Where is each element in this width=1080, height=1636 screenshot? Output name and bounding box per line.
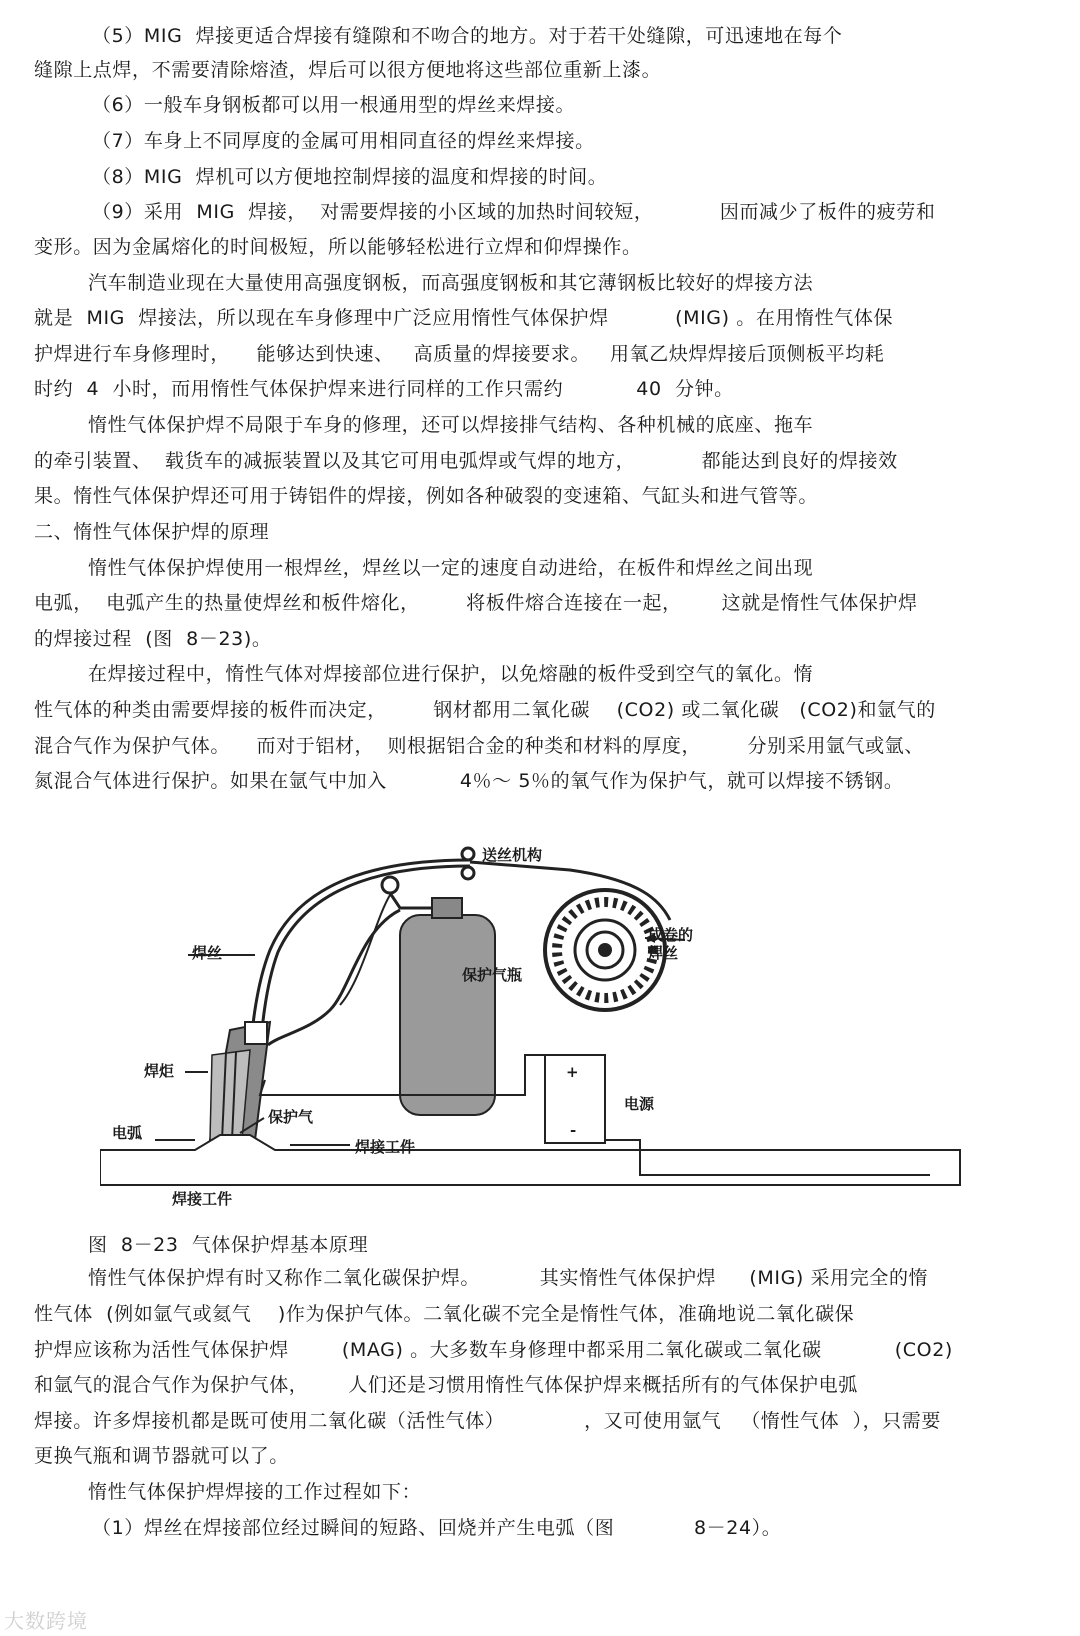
paragraph-line: 混合气作为保护气体。 而对于铝材， 则根据铝合金的种类和材料的厚度， 分别采用氩气或氩、: [34, 735, 924, 757]
paragraph-line: 时约 4 小时，而用惰性气体保护焊来进行同样的工作只需约 40 分钟。: [34, 378, 734, 400]
paragraph-line: 的焊接过程 (图 8－23)。: [34, 628, 272, 650]
paragraph-line: 焊接。许多焊接机都是既可使用二氧化碳（活性气体） ，又可使用氩气 （惰性气体 ），只需要: [34, 1410, 941, 1432]
gas-cylinder-icon: [382, 877, 495, 1115]
paragraph-line: 性气体 (例如氩气或氦气 )作为保护气体。二氧化碳不完全是惰性气体，准确地说二氧化碳保: [34, 1303, 855, 1325]
paragraph-line: 变形。因为金属熔化的时间极短，所以能够轻松进行立焊和仰焊操作。: [34, 236, 642, 258]
welding-diagram: [100, 840, 1020, 1260]
paragraph-line: 护焊应该称为活性气体保护焊 (MAG) 。大多数车身修理中都采用二氧化碳或二氧化碳 (CO2): [34, 1339, 953, 1361]
label-coiled-wire-2: 焊丝: [648, 944, 679, 962]
paragraph-line: 氮混合气体进行保护。如果在氩气中加入 4％～ 5％的氧气作为保护气，就可以焊接不锈钢。: [34, 770, 904, 792]
label-wire: 焊丝: [192, 944, 223, 962]
paragraph-line: 缝隙上点焊，不需要清除熔渣，焊后可以很方便地将这些部位重新上漆。: [34, 59, 662, 81]
label-wire-feeder: 送丝机构: [482, 846, 543, 864]
paragraph-line: 护焊进行车身修理时， 能够达到快速、 高质量的焊接要求。 用氧乙炔焊焊接后顶侧板平均耗: [34, 343, 885, 365]
paragraph-line: 在焊接过程中，惰性气体对焊接部位进行保护，以免熔融的板件受到空气的氧化。惰: [88, 663, 814, 685]
paragraph-line: 性气体的种类由需要焊接的板件而决定， 钢材都用二氧化碳 (CO2) 或二氧化碳 (CO2)和氩气的: [34, 699, 936, 721]
wire-spool-icon: [545, 890, 665, 1010]
label-power: 电源: [624, 1095, 655, 1113]
paragraph-line: 和氩气的混合气作为保护气体， 人们还是习惯用惰性气体保护焊来概括所有的气体保护电弧: [34, 1374, 858, 1396]
paragraph-line: 更换气瓶和调节器就可以了。: [34, 1445, 289, 1467]
welding-torch-icon: [210, 1022, 270, 1140]
paragraph-line: （7）车身上不同厚度的金属可用相同直径的焊丝来焊接。: [92, 130, 595, 152]
figure-caption: 图 8－23 气体保护焊基本原理: [88, 1234, 369, 1256]
watermark: 大数跨境: [4, 1609, 88, 1633]
label-workpiece-bottom: 焊接工件: [172, 1190, 233, 1208]
paragraph-line: 惰性气体保护焊使用一根焊丝，焊丝以一定的速度自动进给，在板件和焊丝之间出现: [88, 557, 814, 579]
label-gas-cylinder: 保护气瓶: [462, 966, 523, 984]
paragraph-line: 电弧， 电弧产生的热量使焊丝和板件熔化， 将板件熔合连接在一起， 这就是惰性气体保护焊: [34, 592, 918, 614]
paragraph-line: 惰性气体保护焊焊接的工作过程如下：: [88, 1481, 422, 1503]
paragraph-line: 果。惰性气体保护焊还可用于铸铝件的焊接，例如各种破裂的变速箱、气缸头和进气管等。: [34, 485, 819, 507]
paragraph-line: 惰性气体保护焊不局限于车身的修理，还可以焊接排气结构、各种机械的底座、拖车: [88, 414, 814, 436]
welding-principle-figure: [100, 840, 1020, 1260]
paragraph-line: （5）MIG 焊接更适合焊接有缝隙和不吻合的地方。对于若干处缝隙，可迅速地在每个: [92, 25, 843, 47]
paragraph-line: 汽车制造业现在大量使用高强度钢板，而高强度钢板和其它薄钢板比较好的焊接方法: [88, 272, 814, 294]
paragraph-line: 的牵引装置、 载货车的减振装置以及其它可用电弧焊或气焊的地方， 都能达到良好的焊接效: [34, 450, 898, 472]
gas-hose: [268, 910, 400, 1045]
feeder-roller-top: [462, 848, 474, 860]
paragraph-line: 惰性气体保护焊有时又称作二氧化碳保护焊。 其实惰性气体保护焊 (MIG) 采用完全的惰: [88, 1267, 929, 1289]
paragraph-line: （1）焊丝在焊接部位经过瞬间的短路、回烧并产生电弧（图 8－24）。: [92, 1517, 782, 1539]
label-shield-gas: 保护气: [268, 1108, 314, 1126]
label-minus: -: [570, 1121, 577, 1139]
paragraph-line: （6）一般车身钢板都可以用一根通用型的焊丝来焊接。: [92, 94, 576, 116]
paragraph-line: （9）采用 MIG 焊接， 对需要焊接的小区域的加热时间较短， 因而减少了板件的疲劳和: [92, 201, 936, 223]
paragraph-line: （8）MIG 焊机可以方便地控制焊接的温度和焊接的时间。: [92, 166, 608, 188]
label-torch: 焊炬: [144, 1062, 175, 1080]
paragraph-line: 就是 MIG 焊接法，所以现在车身修理中广泛应用惰性气体保护焊 (MIG) 。在用惰性气体保: [34, 307, 894, 329]
label-arc: 电弧: [112, 1124, 143, 1142]
section-heading: 二、惰性气体保护焊的原理: [34, 521, 270, 543]
label-plus: +: [566, 1063, 579, 1081]
label-coiled-wire-1: 成卷的: [648, 926, 694, 944]
label-workpiece-right: 焊接工件: [355, 1138, 416, 1156]
workpiece: [100, 1135, 960, 1185]
feeder-roller-bottom: [462, 867, 474, 879]
